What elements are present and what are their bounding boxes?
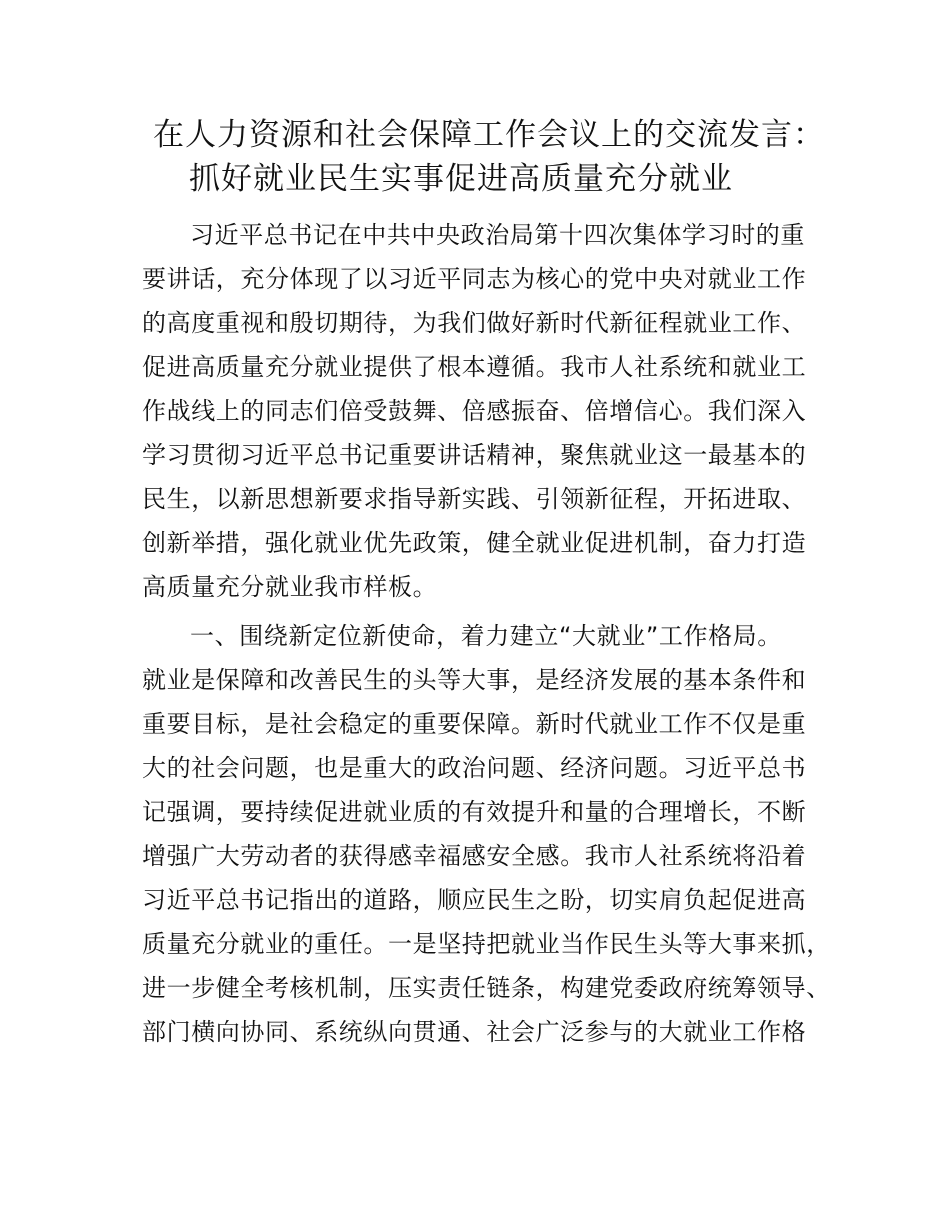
paragraph-line: 记强调，要持续促进就业质的有效提升和量的合理增长，不断 bbox=[142, 798, 807, 826]
document-body bbox=[142, 213, 832, 1054]
section-heading-line: 一、围绕新定位新使命，着力建立“大就业”工作格局。 bbox=[190, 622, 782, 650]
paragraph-line: 促进高质量充分就业提供了根本遵循。我市人社系统和就业工 bbox=[142, 353, 807, 381]
paragraph-line: 质量充分就业的重任。一是坚持把就业当作民生头等大事来抓， bbox=[142, 930, 831, 958]
paragraph-line: 重要目标，是社会稳定的重要保障。新时代就业工作不仅是重 bbox=[142, 710, 807, 738]
paragraph-line: 就业是保障和改善民生的头等大事，是经济发展的基本条件和 bbox=[142, 666, 807, 694]
paragraph-line: 习近平总书记指出的道路，顺应民生之盼，切实肩负起促进高 bbox=[142, 886, 807, 914]
paragraph-line: 部门横向协同、系统纵向贯通、社会广泛参与的大就业工作格 bbox=[142, 1018, 807, 1046]
paragraph-line: 的高度重视和殷切期待，为我们做好新时代新征程就业工作、 bbox=[142, 309, 807, 337]
paragraph-line: 创新举措，强化就业优先政策，健全就业促进机制，奋力打造 bbox=[142, 529, 807, 557]
paragraph-2 bbox=[142, 614, 832, 1054]
paragraph-line: 民生，以新思想新要求指导新实践、引领新征程，开拓进取、 bbox=[142, 485, 807, 513]
paragraph-line: 高质量充分就业我市样板。 bbox=[142, 573, 438, 601]
paragraph-line: 学习贯彻习近平总书记重要讲话精神，聚焦就业这一最基本的 bbox=[142, 441, 807, 469]
paragraph-line: 要讲话，充分体现了以习近平同志为核心的党中央对就业工作 bbox=[142, 265, 807, 293]
paragraph-line: 增强广大劳动者的获得感幸福感安全感。我市人社系统将沿着 bbox=[142, 842, 807, 870]
paragraph-line: 大的社会问题，也是重大的政治问题、经济问题。习近平总书 bbox=[142, 754, 807, 782]
paragraph-line: 习近平总书记在中共中央政治局第十四次集体学习时的重 bbox=[190, 221, 805, 249]
paragraph-line: 作战线上的同志们倍受鼓舞、倍感振奋、倍增信心。我们深入 bbox=[142, 397, 807, 425]
paragraph-line: 进一步健全考核机制，压实责任链条，构建党委政府统筹领导、 bbox=[142, 974, 831, 1002]
document-title-line-1: 在人力资源和社会保障工作会议上的交流发言： bbox=[153, 117, 825, 153]
document-title-line-2: 抓好就业民生实事促进高质量充分就业 bbox=[189, 161, 733, 197]
paragraph-1 bbox=[142, 213, 832, 609]
